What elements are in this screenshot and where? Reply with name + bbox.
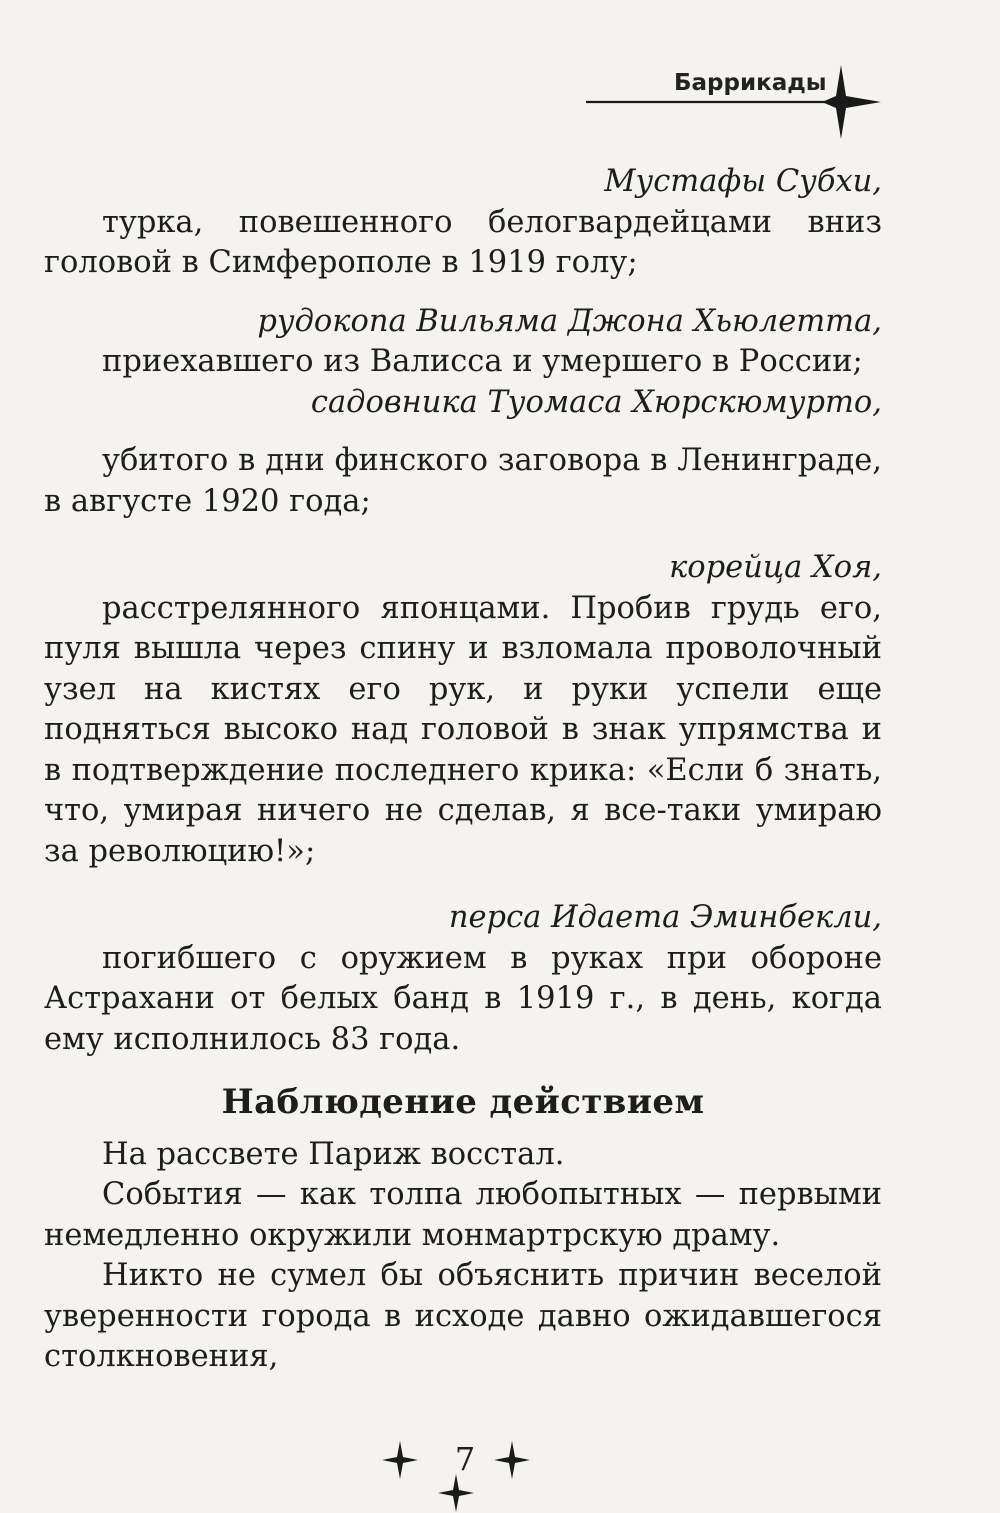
section-paragraph: События — как толпа любопытных — первыми немедленно окружили монмартрскую драму. bbox=[44, 1177, 882, 1253]
running-head bbox=[586, 62, 886, 142]
dedication-name: корейца Хоя, bbox=[669, 550, 882, 585]
section-heading: Наблюдение действием bbox=[221, 1082, 705, 1122]
dedication-name: перса Идаета Эминбекли, bbox=[448, 900, 882, 935]
page-number: 7 bbox=[454, 1440, 476, 1478]
dedication-text: расстрелянного японцами. Пробив грудь его, пуля вышла через спину и взломала проволочный узел на кистях его рук, и руки успели еще подняться высоко над головой в знак упрямства и в подтверждение последнего крика: «Если б знать, что, умирая ничего не сделав, я все-таки умираю за революцию!»; bbox=[44, 590, 882, 869]
dedication-name: Мустафы Субхи, bbox=[604, 164, 882, 199]
dedication-text: погибшего с оружием в руках при обороне Астрахани от белых банд в 1919 г., в день, когда ему исполнилось 83 года. bbox=[44, 940, 882, 1057]
dedication-name: садовника Туомаса Хюрскюмурто, bbox=[310, 384, 882, 420]
dedication-text: приехавшего из Валисса и умершего в России; bbox=[102, 344, 863, 379]
body-text bbox=[44, 162, 882, 1378]
dedication-text: убитого в дни финского заговора в Ленинграде, в августе 1920 года; bbox=[44, 443, 882, 519]
dedication-text: турка, повешенного белогвардейцами вниз головой в Симферополе в 1919 голу; bbox=[44, 204, 882, 280]
page-footer bbox=[380, 1438, 550, 1513]
section-paragraph: На рассвете Париж восстал. bbox=[102, 1136, 565, 1172]
running-head-title: Баррикады bbox=[674, 70, 827, 96]
dedication-name: рудокопа Вильяма Джона Хьюлетта, bbox=[257, 303, 882, 339]
section-paragraph: Никто не сумел бы объяснить причин веселой уверенности города в исходе давно ожидавшегося столкновения, bbox=[44, 1258, 882, 1374]
